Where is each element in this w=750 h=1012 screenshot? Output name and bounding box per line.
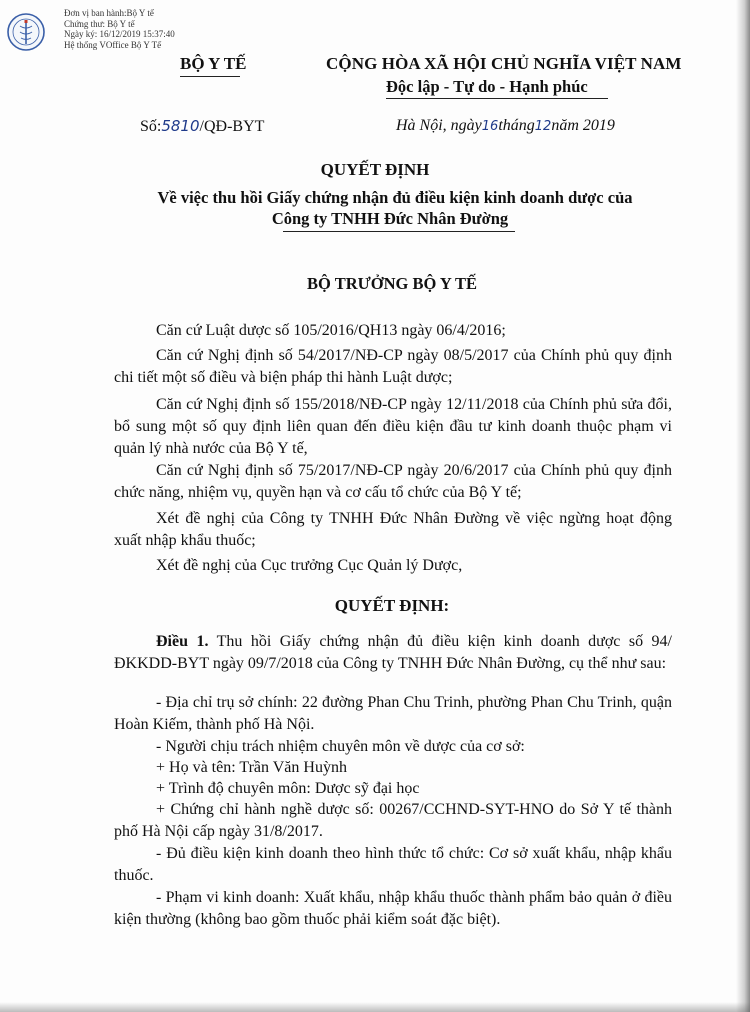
preamble-item: Căn cứ Nghị định số 54/2017/NĐ-CP ngày 08/5/2017 của Chính phủ quy định chi tiết một số điều và biện pháp thi hành Luật dược; xyxy=(114,347,672,386)
document-subject-line-1: Về việc thu hồi Giấy chứng nhận đủ điều kiện kinh doanh dược của xyxy=(157,188,633,207)
document-number xyxy=(140,117,264,136)
article-1-item: + Trình độ chuyên môn: Dược sỹ đại học xyxy=(156,780,420,797)
article-1-item: - Phạm vi kinh doanh: Xuất khẩu, nhập khẩu thuốc thành phẩm bảo quản ở điều kiện thường (không bao gồm thuốc phải kiểm soát đặc biệt). xyxy=(114,889,672,928)
day-handwritten: 16 xyxy=(481,119,499,134)
page-edge-shadow xyxy=(736,0,750,1012)
document-title: QUYẾT ĐỊNH xyxy=(320,160,430,179)
article-1-item: - Người chịu trách nhiệm chuyên môn về dược của cơ sở: xyxy=(156,738,525,755)
subject-underline xyxy=(283,231,515,232)
issuing-authority: BỘ TRƯỞNG BỘ Y TẾ xyxy=(307,274,477,293)
signature-certificate: Chứng thư: Bộ Y tế xyxy=(64,18,135,29)
signature-issuer: Đơn vị ban hành:Bộ Y tế xyxy=(64,8,154,18)
decision-heading: QUYẾT ĐỊNH: xyxy=(334,596,450,615)
preamble-item: Căn cứ Nghị định số 155/2018/NĐ-CP ngày 12/11/2018 của Chính phủ sửa đổi, bổ sung một số quy định liên quan đến điều kiện đầu tư kinh doanh thuộc phạm vi quản lý nhà nước của Bộ Y tế, xyxy=(114,396,672,457)
ministry-name: BỘ Y TẾ xyxy=(180,54,247,73)
place-text: Hà Nội, ngày xyxy=(396,117,482,134)
article-1-item: - Đủ điều kiện kinh doanh theo hình thức tổ chức: Cơ sở xuất khẩu, nhập khẩu thuốc. xyxy=(114,845,672,884)
national-motto: Độc lập - Tự do - Hạnh phúc xyxy=(386,77,588,96)
article-1-item: + Chứng chỉ hành nghề dược số: 00267/CCHND-SYT-HNO do Sở Y tế thành phố Hà Nội cấp ngày 31/8/2017. xyxy=(114,801,672,840)
year-text: năm 2019 xyxy=(551,117,615,134)
place-and-date xyxy=(396,117,615,135)
document-subject-line-2: Công ty TNHH Đức Nhân Đường xyxy=(271,209,509,228)
ministry-underline xyxy=(180,76,240,77)
signature-info xyxy=(64,8,264,50)
preamble-item: Xét đề nghị của Cục trưởng Cục Quản lý Dược, xyxy=(156,557,463,574)
motto-underline xyxy=(386,98,608,99)
number-suffix: /QĐ-BYT xyxy=(199,118,265,135)
ministry-seal-icon xyxy=(6,12,46,52)
month-word: tháng xyxy=(498,117,535,134)
signature-date: Ngày ký: 16/12/2019 15:37:40 xyxy=(64,29,175,39)
article-1-label: Điều 1. xyxy=(156,633,209,650)
article-1-item: + Họ và tên: Trần Văn Huỳnh xyxy=(156,759,347,776)
article-1-text: Thu hồi Giấy chứng nhận đủ điều kiện kinh doanh dược số 94/ĐKKDD-BYT ngày 09/7/2018 của Công ty TNHH Đức Nhân Đường, cụ thể như sau: xyxy=(114,633,672,672)
article-1-intro xyxy=(114,631,672,675)
number-prefix: Số: xyxy=(140,118,162,135)
preamble-item: Xét đề nghị của Công ty TNHH Đức Nhân Đường về việc ngừng hoạt động xuất nhập khẩu thuốc; xyxy=(114,510,672,549)
page-bottom-shadow xyxy=(0,1002,750,1012)
preamble-item: Căn cứ Nghị định số 75/2017/NĐ-CP ngày 20/6/2017 của Chính phủ quy định chức năng, nhiệm vụ, quyền hạn và cơ cấu tổ chức của Bộ Y tế; xyxy=(114,462,672,501)
number-handwritten: 5810 xyxy=(161,117,200,135)
signature-system: Hệ thống VOffice Bộ Y Tế xyxy=(64,39,162,50)
month-handwritten: 12 xyxy=(534,119,552,134)
preamble-item: Căn cứ Luật dược số 105/2016/QH13 ngày 06/4/2016; xyxy=(156,322,506,339)
national-title: CỘNG HÒA XÃ HỘI CHỦ NGHĨA VIỆT NAM xyxy=(326,54,682,73)
article-1-item: - Địa chỉ trụ sở chính: 22 đường Phan Chu Trinh, phường Phan Chu Trinh, quận Hoàn Kiếm, thành phố Hà Nội. xyxy=(114,694,672,733)
